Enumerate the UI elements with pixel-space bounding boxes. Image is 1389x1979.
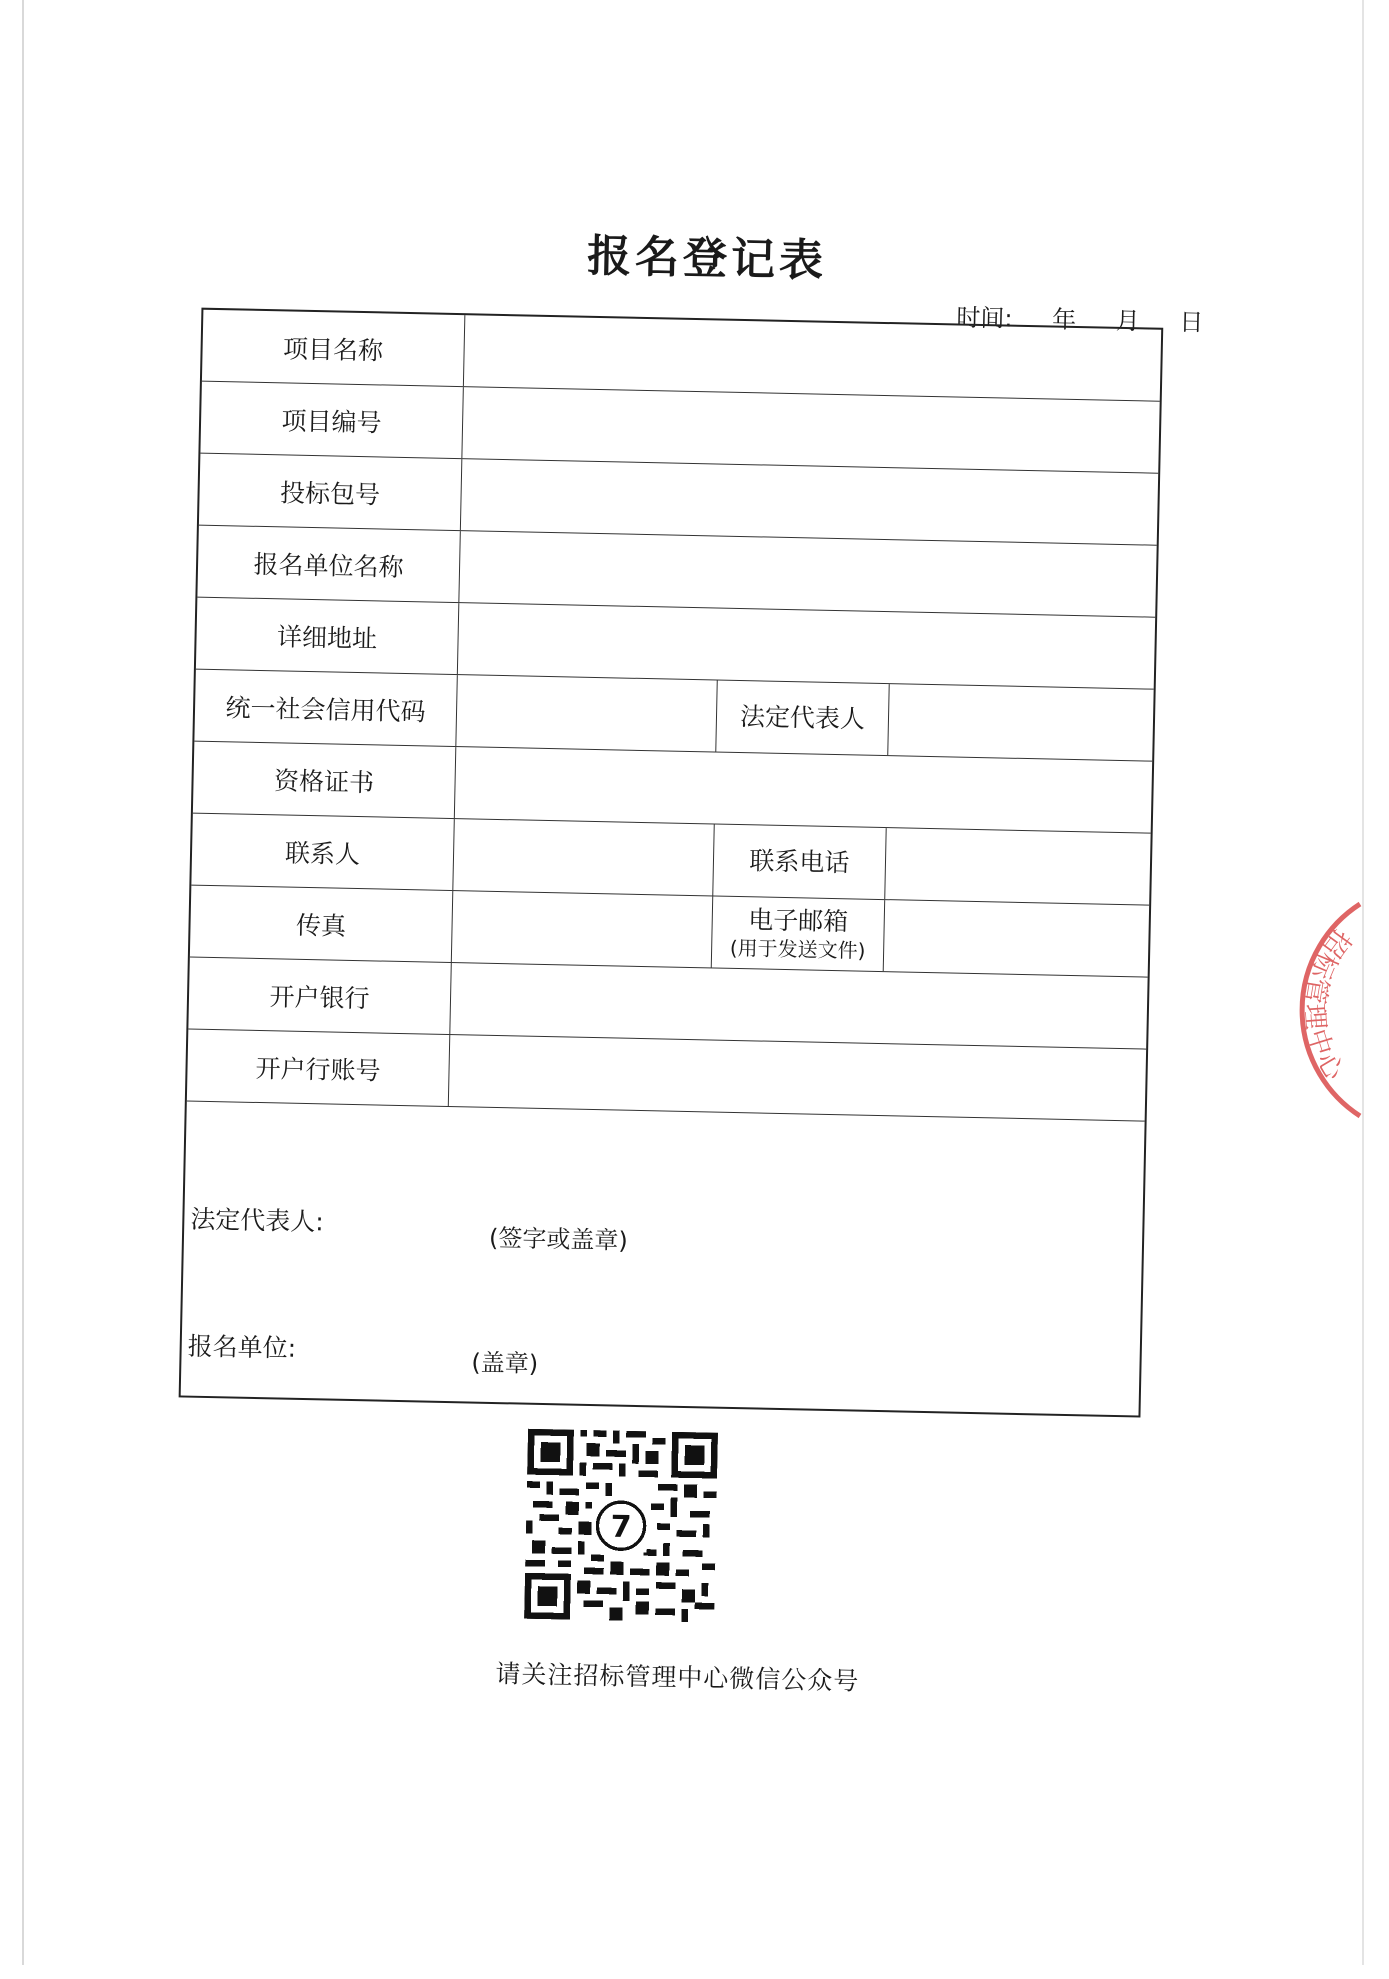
label-email-text: 电子邮箱	[747, 905, 849, 937]
label-bid-package: 投标包号	[199, 454, 462, 530]
qr-caption: 请关注招标管理中心微信公众号	[495, 1659, 860, 1696]
field-fax[interactable]	[452, 891, 713, 967]
label-fax: 传真	[190, 886, 453, 962]
qr-center-label: 7	[610, 1509, 632, 1546]
field-legal-rep[interactable]	[888, 684, 1153, 761]
field-project-number[interactable]	[462, 387, 1159, 473]
signature-area	[181, 1122, 1145, 1416]
legal-rep-sign-note[interactable]: (签字或盖章)	[488, 1223, 629, 1255]
label-project-number: 项目编号	[200, 382, 463, 458]
qr-code-icon[interactable]	[524, 1429, 718, 1623]
field-bid-package[interactable]	[461, 459, 1158, 545]
label-certificate: 资格证书	[193, 742, 456, 818]
registration-form	[179, 308, 1164, 1418]
label-email	[712, 896, 885, 971]
label-bank-account: 开户行账号	[187, 1030, 450, 1106]
legal-rep-sign-label: 法定代表人:	[190, 1204, 325, 1237]
field-credit-code[interactable]	[456, 675, 717, 751]
date-day: 日	[1179, 308, 1204, 337]
date-month: 月	[1115, 306, 1141, 336]
svg-text:招标管理中心	[1299, 924, 1357, 1087]
field-contact[interactable]	[453, 819, 714, 895]
date-label: 时间:	[956, 303, 1013, 333]
field-project-name[interactable]	[464, 315, 1161, 401]
field-phone[interactable]	[885, 828, 1150, 905]
label-email-note: (用于发送文件)	[729, 935, 866, 963]
date-year: 年	[1051, 305, 1077, 334]
document-title: 报名登记表	[586, 230, 828, 287]
seal-text: 招标管理中心	[1298, 923, 1357, 1087]
field-address[interactable]	[458, 603, 1155, 689]
field-email[interactable]	[884, 900, 1149, 977]
field-bank[interactable]	[450, 963, 1147, 1049]
label-project-name: 项目名称	[202, 310, 465, 386]
red-seal-stamp	[1210, 900, 1380, 1120]
label-phone: 联系电话	[713, 825, 886, 900]
label-credit-code: 统一社会信用代码	[194, 670, 457, 746]
unit-sign-label: 报名单位:	[187, 1331, 297, 1363]
field-certificate[interactable]	[455, 747, 1152, 833]
field-bank-account[interactable]	[449, 1035, 1146, 1121]
unit-sign-note[interactable]: (盖章)	[471, 1348, 539, 1378]
field-company-name[interactable]	[459, 531, 1156, 617]
label-company-name: 报名单位名称	[197, 526, 460, 602]
label-bank: 开户银行	[188, 958, 451, 1034]
label-address: 详细地址	[196, 598, 459, 674]
label-contact: 联系人	[191, 814, 454, 890]
label-legal-rep: 法定代表人	[716, 681, 889, 756]
